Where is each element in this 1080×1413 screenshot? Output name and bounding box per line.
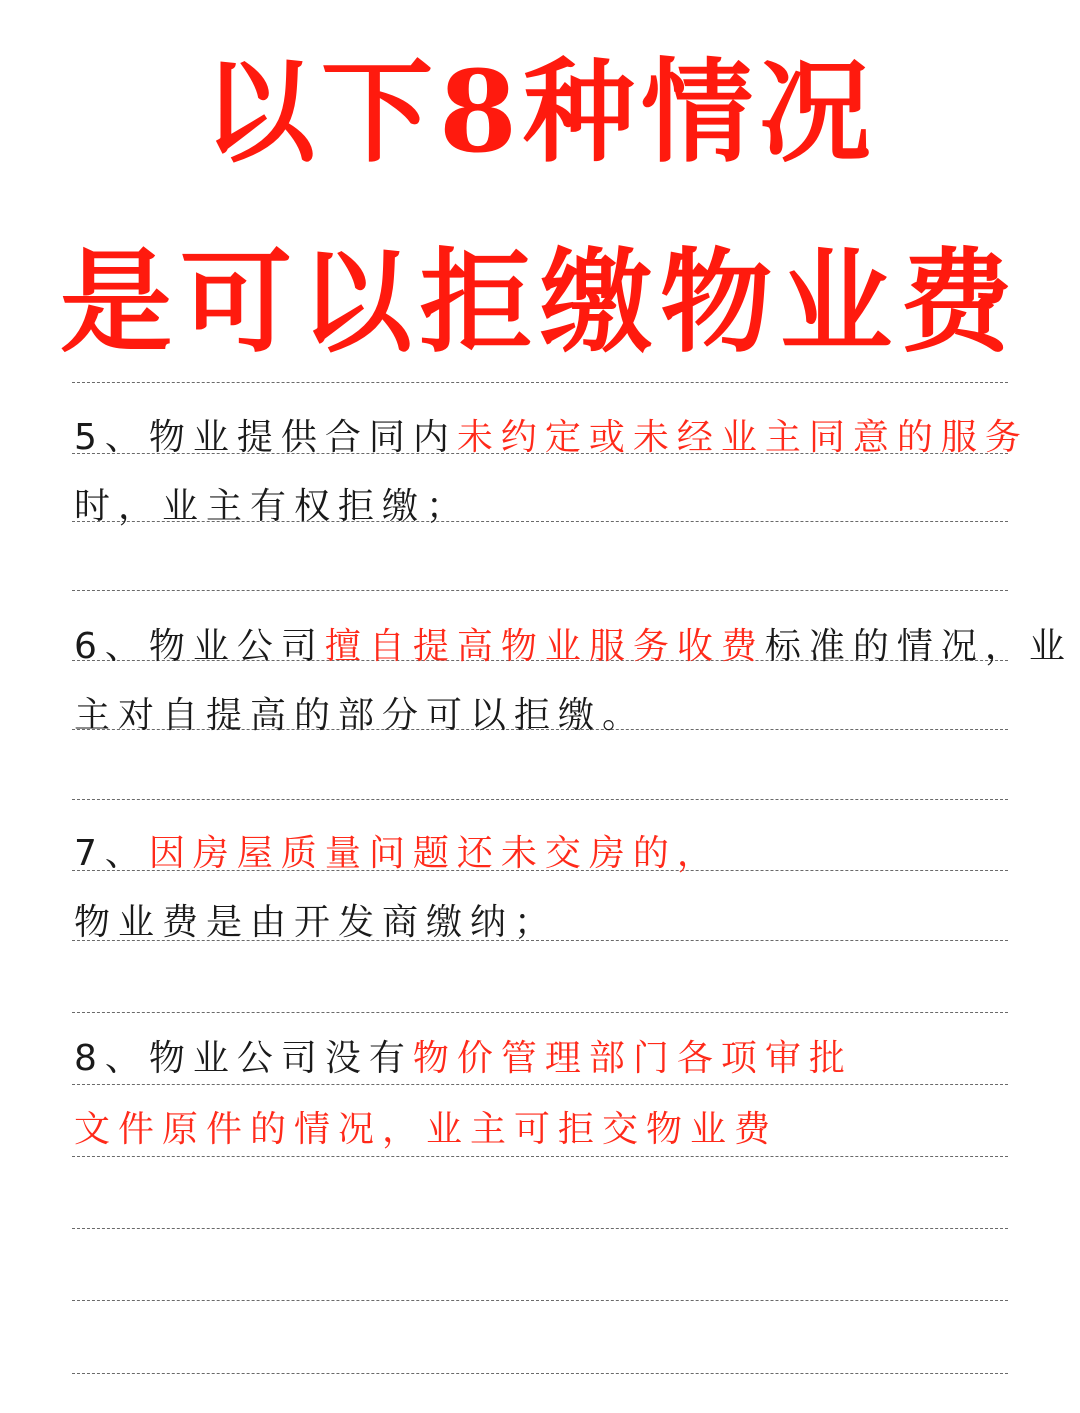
ruled-line: [72, 799, 1008, 800]
item-8-continuation: 文件原件的情况，业主可拒交物业费: [74, 1109, 779, 1150]
item-8-prefix: 8、物业公司没有: [74, 1038, 413, 1079]
item-7-line-1: [74, 824, 721, 884]
ruled-line: [72, 1012, 1008, 1013]
item-7-prefix: 7、: [74, 833, 149, 874]
item-7-continuation: 物业费是由开发商缴纳；: [74, 902, 559, 943]
item-5-line-2: [74, 477, 470, 537]
item-8-line-2: [74, 1100, 778, 1160]
title-line-2: 是可以拒缴物业费: [60, 237, 1020, 368]
title-line-1: 以下8种情况: [203, 47, 877, 178]
ruled-line: [72, 382, 1008, 383]
item-6-highlight: 擅自提高物业服务收费: [324, 626, 765, 667]
item-5-line-1: [74, 408, 1029, 468]
item-5-prefix: 5、物业提供合同内: [74, 417, 457, 458]
ruled-line: [72, 1373, 1008, 1374]
item-7-line-2: [74, 893, 558, 953]
item-5-continuation: 时，业主有权拒缴；: [74, 486, 471, 527]
ruled-line: [72, 590, 1008, 591]
item-6-continuation: 主对自提高的部分可以拒缴。: [74, 695, 647, 736]
item-6-line-1: [74, 617, 1073, 677]
ruled-line: [72, 1300, 1008, 1301]
item-8-highlight: 物价管理部门各项审批: [412, 1038, 853, 1079]
ruled-line: [72, 1228, 1008, 1229]
item-6-line-2: [74, 686, 646, 746]
item-7-highlight: 因房屋质量问题还未交房的，: [148, 833, 721, 874]
item-6-suffix: 标准的情况，业: [764, 626, 1073, 667]
item-8-line-1: [74, 1029, 853, 1089]
item-6-prefix: 6、物业公司: [74, 626, 325, 667]
item-5-highlight: 未约定或未经业主同意的服务: [456, 417, 1029, 458]
